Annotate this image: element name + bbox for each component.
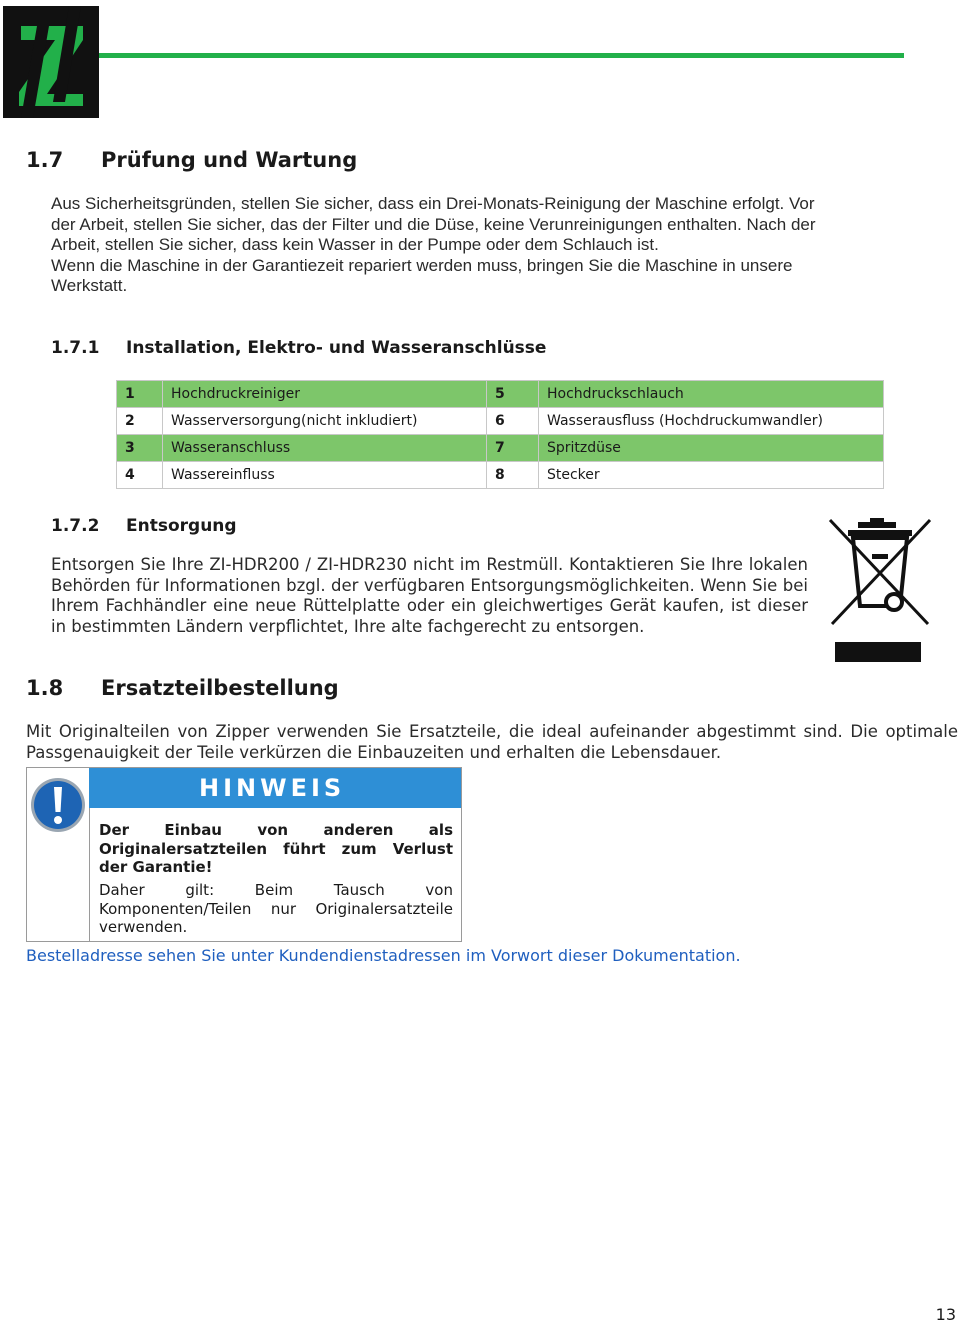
section-heading-1-7-2 bbox=[51, 516, 237, 536]
intro-line: Wenn die Maschine in der Garantiezeit repariert werden muss, bringen Sie die Maschine in unsere bbox=[51, 255, 793, 275]
section-number: 1.8 bbox=[26, 676, 64, 700]
intro-line: Aus Sicherheitsgründen, stellen Sie sicher, dass ein Drei-Monats-Reinigung der Maschine erfolgt. Vor bbox=[51, 194, 815, 213]
part-name: Spritzdüse bbox=[539, 435, 884, 462]
table-row bbox=[117, 381, 884, 408]
part-name: Hochdruckschlauch bbox=[539, 381, 884, 408]
part-name: Wasserausfluss (Hochdruckumwandler) bbox=[539, 408, 884, 435]
notice-box bbox=[26, 767, 462, 942]
disposal-paragraph: Entsorgen Sie Ihre ZI-HDR200 / ZI-HDR230 nicht im Restmüll. Kontaktieren Sie Ihre lokalen Behörden für Informationen bzgl. der verfügbaren Entsorgungsmöglichkeiten. Wenn Sie bei Ihrem Fachhändler eine neue Rüttelplatte oder ein gleichwertiges Gerät kaufen, ist dieser in bestimmten Ländern verpflichtet, Ihre alte fachgerecht zu entsorgen. bbox=[51, 555, 808, 636]
part-number: 6 bbox=[487, 408, 539, 435]
section-number: 1.7.1 bbox=[51, 338, 100, 358]
part-number: 8 bbox=[487, 462, 539, 489]
notice-title: HINWEIS bbox=[89, 768, 461, 808]
spare-parts-paragraph: Mit Originalteilen von Zipper verwenden Sie Ersatzteile, die ideal aufeinander abgestimmt sind. Die optimale Passgenauigkeit der Teile verkürzen die Einbauzeiten und erhalten die Lebensdauer. bbox=[26, 722, 958, 762]
part-number: 4 bbox=[117, 462, 163, 489]
page-number: 13 bbox=[935, 1305, 956, 1324]
parts-table bbox=[116, 380, 884, 489]
exclamation-icon bbox=[30, 777, 86, 833]
part-name: Hochdruckreiniger bbox=[163, 381, 487, 408]
part-name: Wasseranschluss bbox=[163, 435, 487, 462]
section-title: Prüfung und Wartung bbox=[101, 148, 358, 172]
notice-icon-cell bbox=[27, 768, 90, 941]
table-row bbox=[117, 408, 884, 435]
section-number: 1.7 bbox=[26, 148, 64, 172]
part-number: 2 bbox=[117, 408, 163, 435]
part-number: 1 bbox=[117, 381, 163, 408]
zipper-logo bbox=[3, 6, 99, 118]
intro-paragraph bbox=[51, 194, 956, 297]
notice-warning-text: Der Einbau von anderen als Originalersatzteilen führt zum Verlust der Garantie! bbox=[99, 821, 453, 876]
part-number: 7 bbox=[487, 435, 539, 462]
weee-crossed-bin-icon bbox=[826, 514, 934, 664]
intro-line: Werkstatt. bbox=[51, 276, 128, 295]
table-row bbox=[117, 435, 884, 462]
part-number: 3 bbox=[117, 435, 163, 462]
section-title: Entsorgung bbox=[126, 516, 237, 536]
part-number: 5 bbox=[487, 381, 539, 408]
section-heading-1-7 bbox=[26, 148, 357, 172]
intro-line: Arbeit, stellen Sie sicher, dass kein Wasser in der Pumpe oder dem Schlauch ist. bbox=[51, 235, 659, 254]
part-name: Wassereinfluss bbox=[163, 462, 487, 489]
notice-instruction-text: Daher gilt: Beim Tausch von Komponenten/Teilen nur Originalersatzteile verwenden. bbox=[99, 881, 453, 936]
intro-line: der Arbeit, stellen Sie sicher, das der Filter und die Düse, keine Verunreinigungen enthalten. Nach der bbox=[51, 214, 816, 234]
section-title: Ersatzteilbestellung bbox=[101, 676, 339, 700]
part-name: Stecker bbox=[539, 462, 884, 489]
section-heading-1-8 bbox=[26, 676, 339, 700]
table-row bbox=[117, 462, 884, 489]
section-title: Installation, Elektro- und Wasseranschlüsse bbox=[126, 338, 547, 358]
section-heading-1-7-1 bbox=[51, 338, 546, 358]
header-accent-line bbox=[99, 53, 904, 58]
part-name: Wasserversorgung(nicht inkludiert) bbox=[163, 408, 487, 435]
section-number: 1.7.2 bbox=[51, 516, 100, 536]
zipper-logo-icon bbox=[3, 6, 99, 118]
order-address-text: Bestelladresse sehen Sie unter Kundendienstadressen im Vorwort dieser Dokumentation. bbox=[26, 946, 741, 965]
